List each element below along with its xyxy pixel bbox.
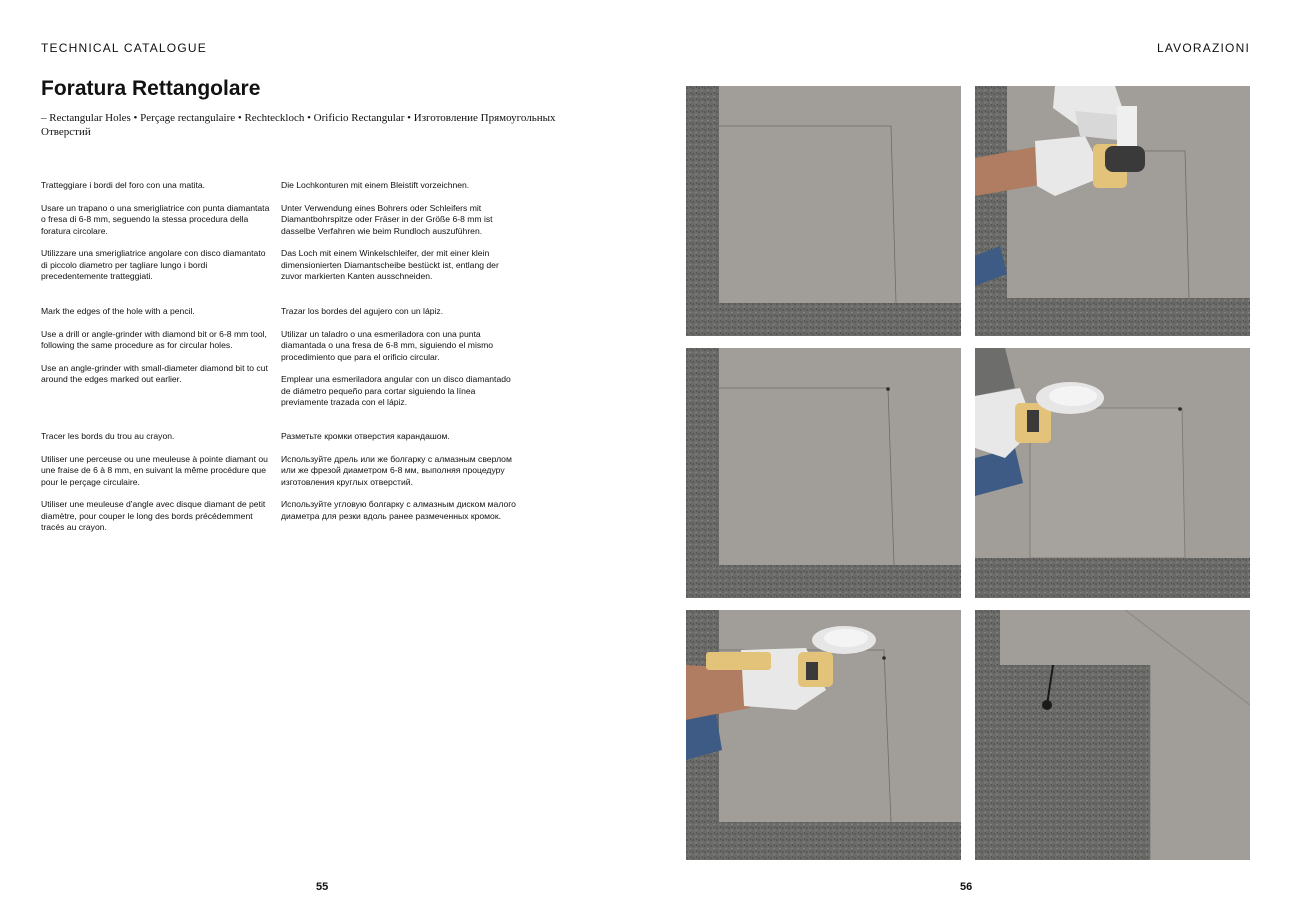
step-photo-corner-hole [686,348,961,598]
russian-step-1: Разметьте кромки отверстия карандашом. [281,431,450,441]
spanish-step-2: Utilizar un taladro o una esmeriladora con una punta diamantada o una fresa de 6-8 mm, siguiendo el mismo procedimiento que para el orificio circular. [281,328,494,362]
english-step-3: Use an angle-grinder with small-diameter diamond bit to cut around the edges marked out earlier. [41,362,268,384]
russian-instructions [281,431,521,533]
french-instructions [41,431,273,545]
step-photo-finished-hole [975,610,1250,860]
french-step-3: Utiliser une meuleuse d'angle avec disque diamant de petit diamètre, pour couper le long des bords précédemment tracés au crayon. [41,499,266,532]
left-page [0,0,645,920]
spanish-step-3: Emplear una esmeriladora angular con un disco diamantado de diámetro pequeño para cortar siguiendo la línea previamente trazada con el lápiz. [281,374,511,407]
step-photo-pencil-marks [686,86,961,336]
step-photo-grinder-start [975,348,1250,598]
page-number-left: 55 [316,881,329,893]
spanish-step-1: Trazar los bordes del agujero con un lápiz. [281,306,444,316]
running-header-left: TECHNICAL CATALOGUE [41,41,207,55]
english-instructions [41,306,273,397]
russian-step-3: Используйте угловую болгарку с алмазным диском малого диаметра для резки вдоль ранее размеченных кромок. [281,499,516,521]
running-header-right: LAVORAZIONI [1157,41,1250,55]
step-photo-grinder-cutting [686,610,961,860]
italian-step-3: Utilizzare una smerigliatrice angolare con disco diamantato di piccolo diametro per tagliare lungo i bordi precedentemente tratteggiati. [41,248,266,281]
italian-step-1: Tratteggiare i bordi del foro con una matita. [41,180,206,190]
page-number-right: 56 [960,881,973,893]
german-step-1: Die Lochkonturen mit einem Bleistift vorzeichnen. [281,180,470,190]
step-photo-drilling [975,86,1250,336]
right-page [645,0,1291,920]
page-title: Foratura Rettangolare [41,77,261,100]
english-step-1: Mark the edges of the hole with a pencil. [41,306,195,316]
german-instructions [281,180,521,294]
german-step-3: Das Loch mit einem Winkelschleifer, der mit einer klein dimensionierten Diamantscheibe bestückt ist, entlang der zuvor markierten Kanten ausschneiden. [281,248,499,281]
german-step-2: Unter Verwendung eines Bohrers oder Schleifers mit Diamantbohrspitze oder Fräser in der Größe 6-8 mm ist dasselbe Verfahren wie beim Rundloch auszuführen. [281,202,493,236]
italian-instructions [41,180,273,294]
english-step-2: Use a drill or angle-grinder with diamond bit or 6-8 mm tool, following the same procedure as for circular holes. [41,328,267,350]
french-step-1: Tracer les bords du trou au crayon. [41,431,175,441]
italian-step-2: Usare un trapano o una smerigliatrice con punta diamantata o fresa di 6-8 mm, seguendo la stessa procedura della foratura circolare. [41,202,270,236]
french-step-2: Utiliser une perceuse ou une meuleuse à pointe diamant ou une fraise de 6 à 8 mm, en suivant la même procédure que pour le perçage circulaire. [41,453,268,487]
spanish-instructions [281,306,521,420]
russian-step-2: Используйте дрель или же болгарку с алмазным сверлом или же фрезой диаметром 6-8 мм, выполняя процедуру изготовления круглых отверстий. [281,453,512,487]
page-subtitle: – Rectangular Holes • Perçage rectangulaire • Rechteckloch • Orificio Rectangular • Изготовление Прямоугольных Отверстий [41,112,556,138]
